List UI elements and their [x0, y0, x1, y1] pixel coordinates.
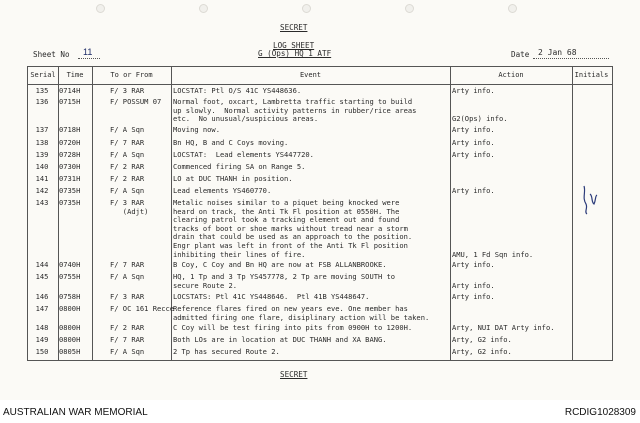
row-serial: 146 — [35, 292, 49, 301]
sheet-no-label: Sheet No — [33, 50, 70, 59]
row-serial: 147 — [35, 304, 49, 313]
row-event: Both LOs are in location at DUC THANH and XA BANG. — [173, 335, 387, 344]
row-action: Arty info. — [452, 138, 495, 147]
handwritten-initials — [580, 184, 598, 216]
row-serial: 150 — [35, 347, 49, 356]
archive-id: RCDIG1028309 — [564, 407, 636, 418]
row-time: 0758H — [59, 292, 81, 301]
unit-title: G (Ops) HQ 1 ATF — [258, 49, 332, 58]
row-action: Arty info. — [452, 292, 495, 301]
col-time-header: Time — [66, 71, 84, 79]
log-sheet-title: LOG SHEET — [273, 41, 315, 50]
secret-footer: SECRET — [280, 370, 308, 379]
row-event: B Coy, C Coy and Bn HQ are now at FSB ALLANBROOKE. — [173, 260, 387, 269]
row-serial: 148 — [35, 323, 49, 332]
row-event: Metalic noises similar to a piquet being knocked were heard on track, the Anti Tk Fl position at 0550H. The clearing patrol took a tracking element out and found tracks of boot or shoe marks without tread near a storm drain that could be used as an approach to the position. Engr plant was left in front of the Anti Tk Fl position inhibiting their lines of fire. — [173, 198, 413, 259]
row-time: 0805H — [59, 347, 81, 356]
row-time: 0755H — [59, 272, 81, 281]
row-time: 0735H — [59, 198, 81, 207]
row-to-from: F/ 3 RAR — [110, 292, 145, 301]
row-time: 0731H — [59, 174, 81, 183]
col-serial-header: Serial — [30, 71, 56, 79]
row-time: 0800H — [59, 323, 81, 332]
row-action: Arty info. — [452, 125, 495, 134]
row-to-from: F/ 7 RAR — [110, 138, 145, 147]
row-event: C Coy will be test firing into pits from 0900H to 1200H. — [173, 323, 413, 332]
row-serial: 137 — [35, 125, 49, 134]
row-to-from: F/ 2 RAR — [110, 174, 145, 183]
sheet-no-line — [78, 58, 100, 59]
col-event-header: Event — [299, 71, 322, 79]
sheet-no-value: 11 — [83, 47, 93, 57]
row-action: Arty, G2 info. — [452, 347, 512, 356]
row-to-from: F/ 3 RAR — [110, 86, 145, 95]
row-serial: 149 — [35, 335, 49, 344]
row-serial: 143 — [35, 198, 49, 207]
row-time: 0720H — [59, 138, 81, 147]
row-action: Arty info. — [452, 186, 495, 195]
row-event: HQ, 1 Tp and 3 Tp YS457778, 2 Tp are moving SOUTH to secure Route 2. — [173, 272, 396, 290]
row-serial: 139 — [35, 150, 49, 159]
row-serial: 138 — [35, 138, 49, 147]
date-label: Date — [511, 50, 530, 59]
row-to-from: F/ A Sqn — [110, 125, 145, 134]
row-event: Bn HQ, B and C Coys moving. — [173, 138, 289, 147]
row-event: LOCSTAT: Ptl O/S 41C YS448636. — [173, 86, 302, 95]
row-time: 0740H — [59, 260, 81, 269]
row-action: Arty info. — [452, 280, 495, 290]
row-action: Arty, NUI DAT Arty info. — [452, 323, 555, 332]
row-serial: 140 — [35, 162, 49, 171]
row-time: 0714H — [59, 86, 81, 95]
row-serial: 141 — [35, 174, 49, 183]
row-action: G2(Ops) info. — [452, 114, 508, 124]
row-to-from: F/ 3 RAR (Adjt) — [110, 198, 149, 216]
archive-name: AUSTRALIAN WAR MEMORIAL — [3, 407, 148, 418]
row-event: Normal foot, oxcart, Lambretta traffic starting to build up slowly. Normal activity patterns in rubber/rice areas etc. No unusual/suspicious areas. — [173, 97, 417, 124]
row-to-from: F/ 7 RAR — [110, 260, 145, 269]
row-to-from: F/ 2 RAR — [110, 162, 145, 171]
row-to-from: F/ POSSUM 07 — [110, 97, 162, 106]
row-event: LOCSTAT: Lead elements YS447720. — [173, 150, 314, 159]
row-time: 0735H — [59, 186, 81, 195]
archive-footer — [0, 400, 640, 423]
col-to-from-header: To or From — [110, 71, 153, 79]
row-time: 0800H — [59, 335, 81, 344]
row-event: LO at DUC THANH in position. — [173, 174, 293, 183]
row-to-from: F/ A Sqn — [110, 347, 145, 356]
row-event: Lead elements YS460770. — [173, 186, 272, 195]
row-serial: 145 — [35, 272, 49, 281]
secret-header: SECRET — [280, 23, 308, 32]
row-event: LOCSTATS: Ptl 41C YS448646. Ptl 41B YS448647. — [173, 292, 370, 301]
row-serial: 135 — [35, 86, 49, 95]
row-time: 0800H — [59, 304, 81, 313]
row-time: 0718H — [59, 125, 81, 134]
date-value: 2 Jan 68 — [538, 48, 577, 57]
date-line — [533, 58, 609, 59]
row-serial: 144 — [35, 260, 49, 269]
row-time: 0728H — [59, 150, 81, 159]
row-event: 2 Tp has secured Route 2. — [173, 347, 280, 356]
row-action: Arty, G2 info. — [452, 335, 512, 344]
row-to-from: F/ A Sqn — [110, 186, 145, 195]
row-to-from: F/ A Sqn — [110, 272, 145, 281]
row-time: 0715H — [59, 97, 81, 106]
row-to-from: F/ 2 RAR — [110, 323, 145, 332]
row-serial: 136 — [35, 97, 49, 106]
col-action-header: Action — [498, 71, 524, 79]
row-event: Moving now. — [173, 125, 220, 134]
row-event: Commenced firing SA on Range 5. — [173, 162, 306, 171]
row-serial: 142 — [35, 186, 49, 195]
row-action: Arty info. — [452, 260, 495, 269]
row-to-from: F/ 7 RAR — [110, 335, 145, 344]
row-to-from: F/ A Sqn — [110, 150, 145, 159]
row-to-from: F/ OC 161 Recce — [110, 304, 175, 313]
row-action: Arty info. — [452, 150, 495, 159]
row-action: Arty info. — [452, 86, 495, 95]
row-action: AMU, 1 Fd Sqn info. — [452, 249, 534, 259]
row-time: 0730H — [59, 162, 81, 171]
row-event: Reference flares fired on new years eve. One member has admitted firing one flare, disiplinary action will be taken. — [173, 304, 430, 322]
col-initials-header: Initials — [574, 71, 609, 79]
